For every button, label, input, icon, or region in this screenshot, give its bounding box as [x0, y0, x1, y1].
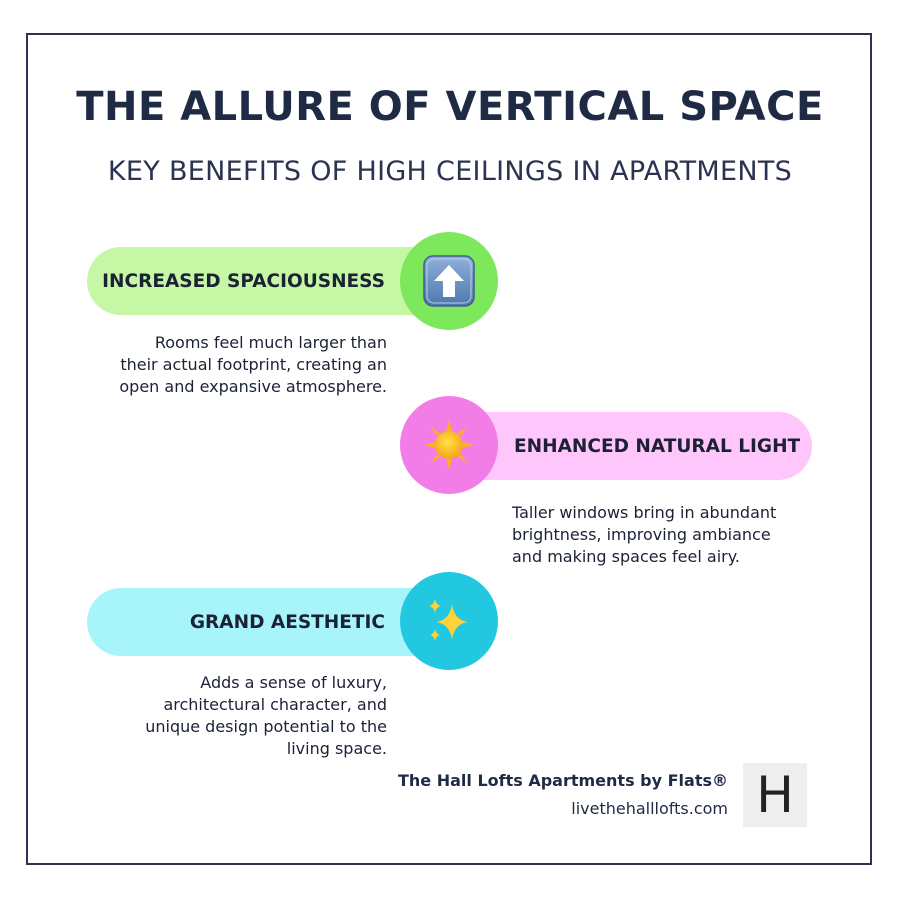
brand-url[interactable]: livethehalllofts.com [571, 799, 728, 818]
benefit-description: Taller windows bring in abundant brightness, improving ambiance and making spaces feel airy. [512, 503, 777, 566]
benefit-pill-natural-light [444, 412, 812, 480]
benefit-icon-circle [400, 232, 498, 330]
sun-icon [422, 418, 476, 472]
page-subtitle: KEY BENEFITS OF HIGH CEILINGS IN APARTMENTS [107, 156, 793, 187]
benefit-icon-circle [400, 572, 498, 670]
benefit-label: GRAND AESTHETIC [189, 611, 385, 633]
brand-logo: H [743, 763, 807, 827]
benefit-description: Adds a sense of luxury, architectural character, and unique design potential to the living space. [145, 673, 387, 758]
benefit-description: Rooms feel much larger than their actual footprint, creating an open and expansive atmosphere. [119, 333, 387, 396]
up-arrow-icon [422, 254, 476, 308]
benefit-label: ENHANCED NATURAL LIGHT [514, 435, 801, 457]
brand-name: The Hall Lofts Apartments by Flats® [397, 771, 728, 790]
benefit-label: INCREASED SPACIOUSNESS [102, 270, 385, 292]
page-title: THE ALLURE OF VERTICAL SPACE [76, 84, 824, 130]
benefit-icon-circle [400, 396, 498, 494]
sparkles-icon [422, 594, 476, 648]
